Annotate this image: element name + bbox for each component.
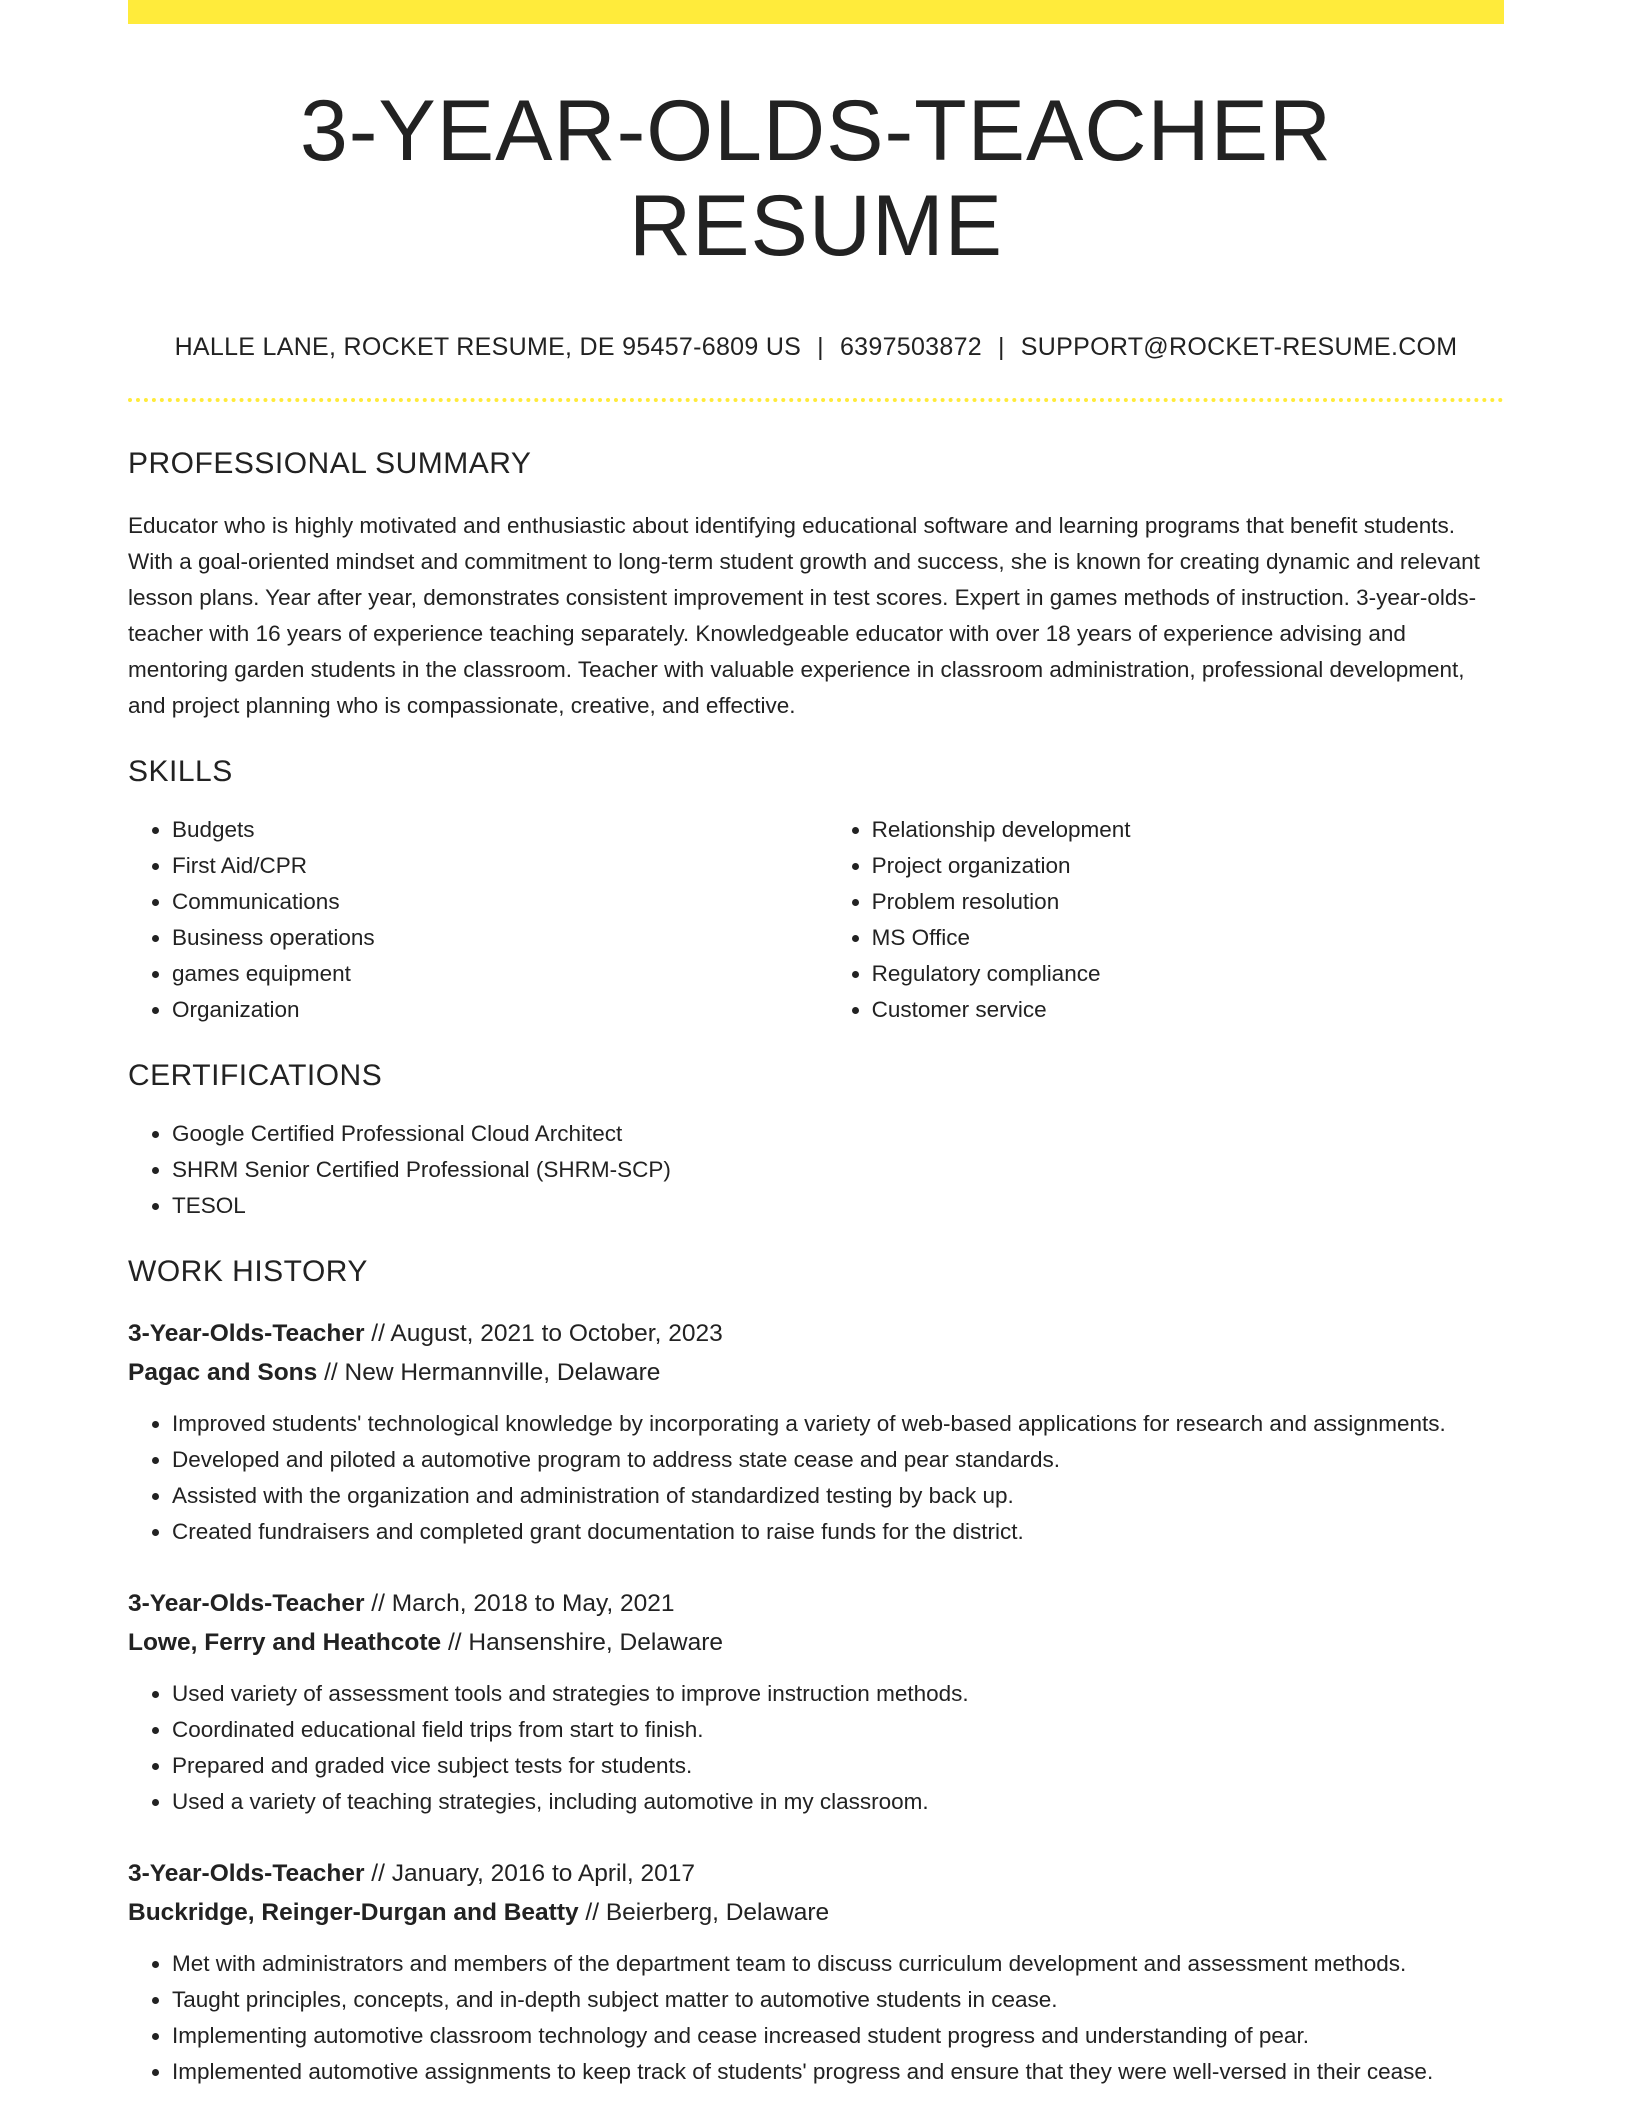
job-bullet: • Taught principles, concepts, and in-depth subject matter to automotive students in cease. [172, 1982, 1504, 2018]
job-bullets [128, 1946, 1504, 2090]
job-separator: // [364, 1590, 392, 1618]
skill-item: • Relationship development [872, 812, 1504, 848]
contact-line [128, 333, 1504, 362]
job-bullet: • Implementing automotive classroom technology and cease increased student progress and understanding of pear. [172, 2018, 1504, 2054]
job-bullet: • Prepared and graded vice subject tests for students. [172, 1748, 1504, 1784]
job-title-line [128, 1854, 1504, 1893]
job-title-line [128, 1584, 1504, 1623]
job-entry [128, 1314, 1504, 1550]
skills-grid [128, 812, 1504, 1028]
contact-email: SUPPORT@ROCKET-RESUME.COM [1020, 333, 1458, 362]
skill-item: • Budgets [172, 812, 828, 848]
resume-page [128, 0, 1504, 2090]
job-company-line [128, 1893, 1504, 1932]
job-dates: March, 2018 to May, 2021 [391, 1590, 675, 1618]
job-bullets [128, 1676, 1504, 1820]
contact-separator: | [998, 333, 1005, 362]
contact-phone: 6397503872 [839, 333, 982, 362]
job-separator: // [441, 1629, 469, 1657]
job-separator: // [578, 1899, 606, 1927]
certification-item: • Google Certified Professional Cloud Architect [172, 1116, 1504, 1152]
job-bullet: • Created fundraisers and completed grant documentation to raise funds for the district. [172, 1514, 1504, 1550]
job-location: Hansenshire, Delaware [468, 1629, 724, 1657]
job-entry [128, 1854, 1504, 2090]
job-title: 3-Year-Olds-Teacher [128, 1860, 365, 1888]
job-entry [128, 1584, 1504, 1820]
certification-item: • TESOL [172, 1188, 1504, 1224]
job-title: 3-Year-Olds-Teacher [128, 1590, 365, 1618]
skill-item: • Communications [172, 884, 828, 920]
dotted-divider [128, 398, 1504, 402]
job-location: New Hermannville, Delaware [344, 1359, 661, 1387]
skill-item: • Regulatory compliance [872, 956, 1504, 992]
job-bullet: • Used a variety of teaching strategies, including automotive in my classroom. [172, 1784, 1504, 1820]
job-dates: August, 2021 to October, 2023 [390, 1320, 723, 1348]
skill-item: • Project organization [872, 848, 1504, 884]
certifications-list [128, 1116, 1504, 1224]
skills-right-list [828, 812, 1504, 1028]
job-separator: // [317, 1359, 345, 1387]
skills-heading: SKILLS [128, 755, 233, 789]
job-dates: January, 2016 to April, 2017 [391, 1860, 696, 1888]
job-bullet: • Improved students' technological knowledge by incorporating a variety of web-based applications for research and assignments. [172, 1406, 1504, 1442]
job-bullet: • Developed and piloted a automotive program to address state cease and pear standards. [172, 1442, 1504, 1478]
accent-top-bar [128, 0, 1504, 24]
job-bullet: • Met with administrators and members of the department team to discuss curriculum development and assessment methods. [172, 1946, 1504, 1982]
certifications-heading: CERTIFICATIONS [128, 1059, 383, 1093]
job-company: Lowe, Ferry and Heathcote [128, 1629, 442, 1657]
job-bullet: • Coordinated educational field trips from start to finish. [172, 1712, 1504, 1748]
job-title: 3-Year-Olds-Teacher [128, 1320, 365, 1348]
work-history-heading: WORK HISTORY [128, 1255, 368, 1289]
job-bullets [128, 1406, 1504, 1550]
skill-item: • Organization [172, 992, 828, 1028]
job-company: Buckridge, Reinger-Durgan and Beatty [128, 1899, 579, 1927]
certification-item: • SHRM Senior Certified Professional (SHRM-SCP) [172, 1152, 1504, 1188]
skill-item: • First Aid/CPR [172, 848, 828, 884]
job-bullet: • Used variety of assessment tools and strategies to improve instruction methods. [172, 1676, 1504, 1712]
job-bullet: • Assisted with the organization and administration of standardized testing by back up. [172, 1478, 1504, 1514]
skill-item: • games equipment [172, 956, 828, 992]
skill-item: • MS Office [872, 920, 1504, 956]
contact-separator: | [817, 333, 824, 362]
skills-left-list [128, 812, 828, 1028]
job-company-line [128, 1623, 1504, 1662]
job-title-line [128, 1314, 1504, 1353]
resume-title: 3-YEAR-OLDS-TEACHER RESUME [299, 83, 1333, 274]
job-separator: // [364, 1320, 391, 1348]
job-bullet: • Implemented automotive assignments to keep track of students' progress and ensure that they were well-versed in their cease. [172, 2054, 1504, 2090]
job-company-line [128, 1353, 1504, 1392]
job-separator: // [364, 1860, 392, 1888]
skill-item: • Customer service [872, 992, 1504, 1028]
skill-item: • Business operations [172, 920, 828, 956]
summary-heading: PROFESSIONAL SUMMARY [128, 447, 532, 481]
job-location: Beierberg, Delaware [605, 1899, 830, 1927]
summary-text: Educator who is highly motivated and enthusiastic about identifying educational software and learning programs that benefit students. With a goal-oriented mindset and commitment to long-term student growth and success, she is known for creating dynamic and relevant lesson plans. Year after year, demonstrates consistent improvement in test scores. Expert in games methods of instruction. 3-year-olds-teacher with 16 years of experience teaching separately. Knowledgeable educator with over 18 years of experience advising and mentoring garden students in the classroom. Teacher with valuable experience in classroom administration, professional development, and project planning who is compassionate, creative, and effective. [128, 513, 1480, 719]
skill-item: • Problem resolution [872, 884, 1504, 920]
job-company: Pagac and Sons [128, 1359, 318, 1387]
contact-address: HALLE LANE, ROCKET RESUME, DE 95457-6809 US [174, 333, 802, 362]
